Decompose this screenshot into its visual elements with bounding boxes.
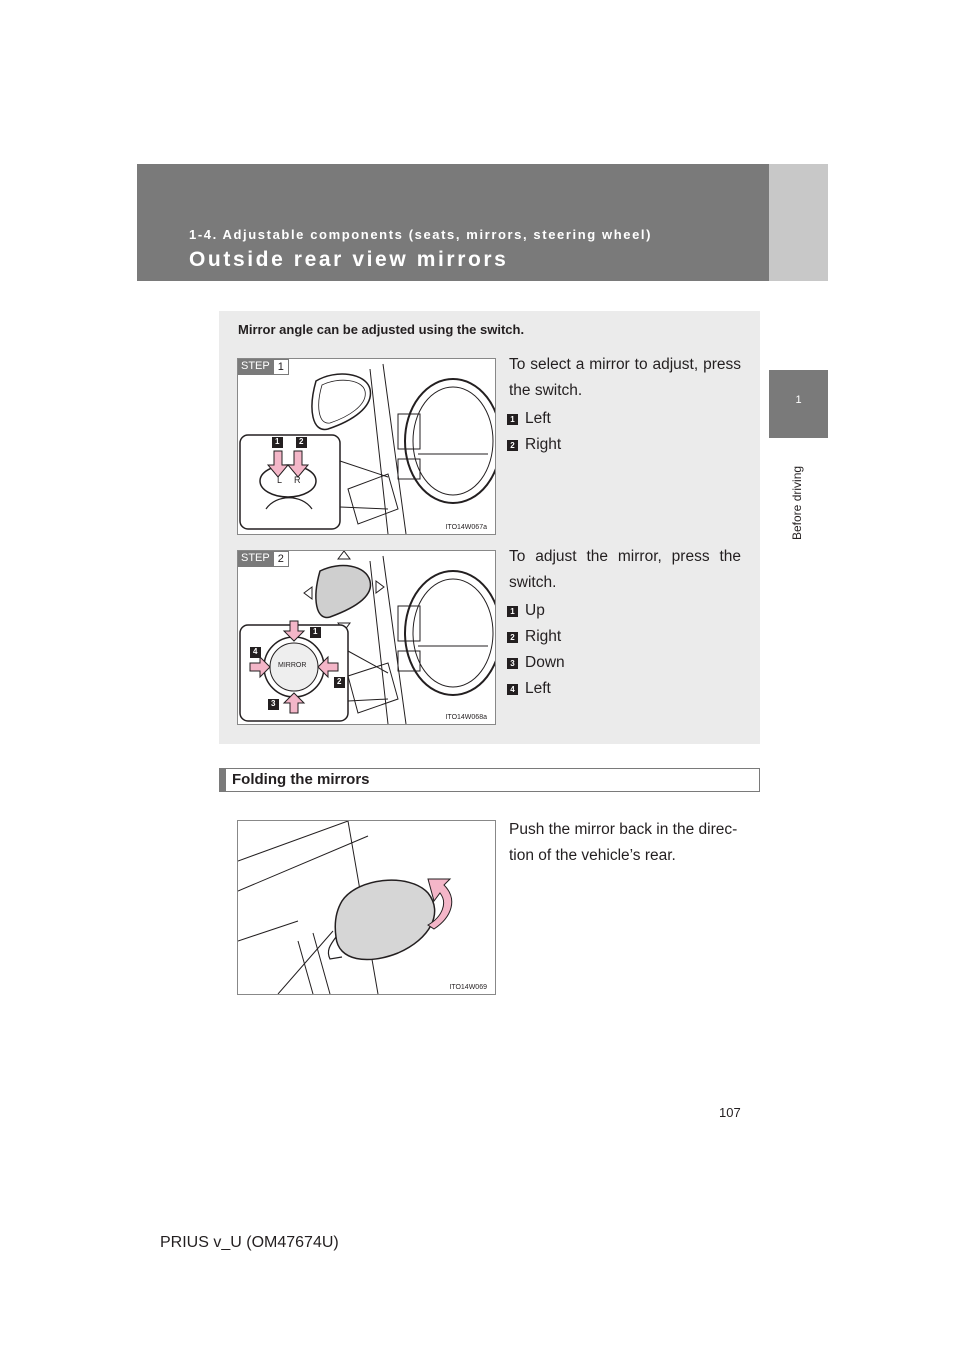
intro-text: Mirror angle can be adjusted using the switch. — [238, 322, 525, 337]
page-number: 107 — [719, 1105, 741, 1120]
item-label: Left — [525, 680, 551, 697]
step1-callout-2: 2 — [299, 437, 304, 446]
item-number: 2 — [507, 440, 518, 451]
switch-label-r: R — [294, 475, 301, 485]
step2-illustration — [237, 550, 496, 725]
step2-callout-4: 4 — [253, 647, 258, 656]
item-label: Left — [525, 410, 551, 427]
header-band — [137, 164, 823, 281]
step1-item-left — [507, 410, 551, 428]
step1-image-code: ITO14W067a — [445, 524, 487, 531]
step2-badge: STEP 2 — [238, 551, 289, 567]
step1-drawing — [238, 359, 495, 534]
step2-image-code: ITO14W068a — [445, 714, 487, 721]
step1-callout-1: 1 — [275, 437, 280, 446]
step1-badge: STEP 1 — [238, 359, 289, 375]
side-tab-top — [769, 164, 828, 281]
folding-illustration — [237, 820, 496, 995]
mirror-switch-label: MIRROR — [278, 662, 307, 669]
item-label: Up — [525, 602, 545, 619]
item-number: 2 — [507, 632, 518, 643]
folding-text: Push the mirror back in the direc-tion of the vehicle’s rear. — [509, 821, 738, 864]
step2-item-down — [507, 654, 565, 672]
folding-heading-box — [219, 768, 760, 792]
side-tab-label: Before driving — [790, 465, 804, 540]
step2-item-left — [507, 680, 551, 698]
switch-label-l: L — [277, 475, 283, 485]
item-number: 1 — [507, 414, 518, 425]
page-title: Outside rear view mirrors — [189, 248, 509, 271]
folding-drawing — [238, 821, 495, 994]
step2-callout-3: 3 — [271, 699, 276, 708]
folding-image-code: ITO14W069 — [449, 984, 487, 991]
item-number: 3 — [507, 658, 518, 669]
item-label: Down — [525, 654, 565, 671]
footer-model: PRIUS v_U (OM47674U) — [160, 1234, 339, 1251]
item-label: Right — [525, 628, 562, 645]
step2-item-up — [507, 602, 545, 620]
step1-illustration — [237, 358, 496, 535]
item-number: 1 — [507, 606, 518, 617]
step2-callout-2: 2 — [337, 677, 342, 686]
side-tab-number: 1 — [769, 370, 828, 438]
step1-item-right — [507, 436, 561, 454]
item-label: Right — [525, 436, 562, 453]
step2-callout-1: 1 — [313, 627, 318, 636]
step2-text: To adjust the mirror, press the switch. — [509, 548, 741, 591]
step2-item-right — [507, 628, 561, 646]
step2-drawing — [238, 551, 495, 724]
step1-text: To select a mirror to adjust, press the switch. — [509, 356, 741, 399]
section-title: 1-4. Adjustable components (seats, mirrors, steering wheel) — [189, 227, 653, 242]
folding-heading: Folding the mirrors — [232, 771, 370, 788]
heading-bar — [220, 769, 226, 791]
side-tab-label-wrap — [786, 450, 816, 540]
item-number: 4 — [507, 684, 518, 695]
